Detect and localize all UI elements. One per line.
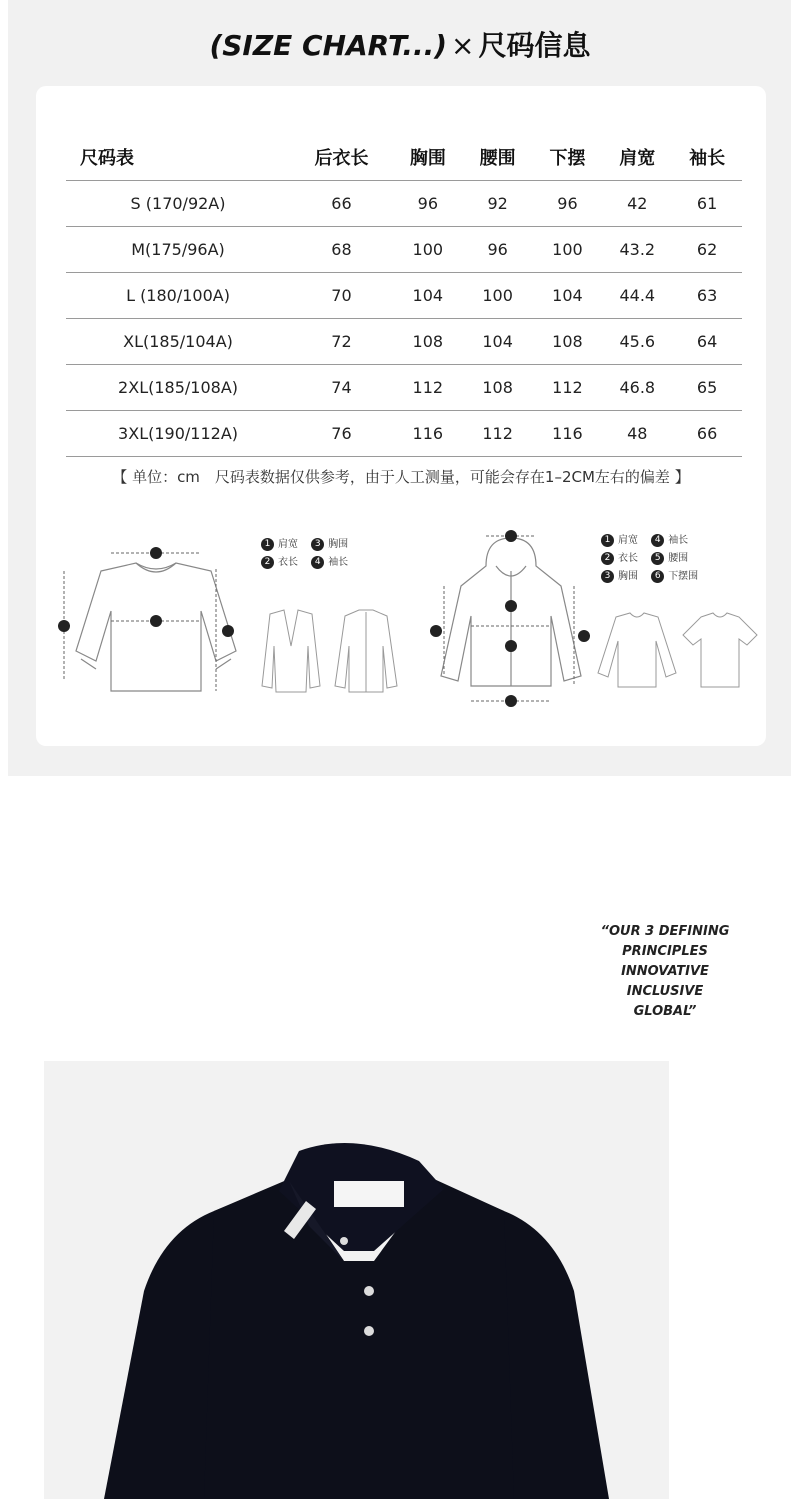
table-cell: 62 [672,227,742,273]
quote-line: INCLUSIVE [626,984,704,999]
column-header: 袖长 [672,134,742,181]
table-cell: 68 [290,227,393,273]
table-cell: 45.6 [602,319,672,365]
table-cell: XL(185/104A) [66,319,290,365]
legend-label: 衣长 [278,557,298,568]
column-header: 后衣长 [290,134,393,181]
principles-quote [560,922,770,1022]
legend-item [261,554,298,572]
table-cell: 96 [463,227,533,273]
legend-label: 袖长 [328,557,349,568]
legend-left [261,536,381,572]
table-cell: 46.8 [602,365,672,411]
title-separator: × [451,29,475,62]
table-cell: 104 [463,319,533,365]
longsleeve-icon [596,611,678,691]
table-cell: 112 [393,365,463,411]
table-cell: L (180/100A) [66,273,290,319]
legend-item [601,550,638,568]
column-header: 肩宽 [602,134,672,181]
table-cell: 116 [393,411,463,457]
legend-item [651,532,688,550]
legend-right [601,532,741,586]
legend-label: 胸围 [618,571,638,582]
table-row [66,227,742,273]
table-cell: 112 [463,411,533,457]
table-cell: 42 [602,181,672,227]
table-cell: M(175/96A) [66,227,290,273]
number-badge: 1 [601,534,614,547]
table-cell: 74 [290,365,393,411]
polo-shirt-image [44,1061,669,1499]
title-chinese: 尺码信息 [478,29,591,62]
number-badge: 3 [601,570,614,583]
table-row [66,181,742,227]
legend-label: 衣长 [618,553,638,564]
table-cell: 100 [463,273,533,319]
table-cell: 100 [533,227,603,273]
number-badge: 2 [261,556,274,569]
legend-item [601,568,638,586]
sweater-diagram [56,531,256,711]
table-cell: 61 [672,181,742,227]
table-cell: S (170/92A) [66,181,290,227]
table-cell: 2XL(185/108A) [66,365,290,411]
quote-line: “OUR 3 DEFINING PRINCIPLES [600,924,730,959]
size-table [66,134,742,457]
legend-label: 肩宽 [618,535,638,546]
table-cell: 3XL(190/112A) [66,411,290,457]
jacket-icon [331,606,401,696]
table-cell: 108 [463,365,533,411]
legend-item [311,536,348,554]
table-cell: 100 [393,227,463,273]
table-cell: 104 [393,273,463,319]
measurement-diagrams [36,526,766,726]
legend-label: 下摆围 [668,571,699,582]
column-header: 尺码表 [66,134,290,181]
table-cell: 112 [533,365,603,411]
legend-item [261,536,298,554]
legend-item [311,554,348,572]
number-badge: 5 [651,552,664,565]
table-cell: 76 [290,411,393,457]
title-english: (SIZE CHART...) [209,29,448,62]
column-header: 腰围 [463,134,533,181]
table-cell: 92 [463,181,533,227]
column-header: 下摆 [533,134,603,181]
table-cell: 96 [393,181,463,227]
table-cell: 108 [393,319,463,365]
legend-label: 肩宽 [278,539,298,550]
number-badge: 2 [601,552,614,565]
size-chart-card [36,86,766,746]
table-cell: 72 [290,319,393,365]
table-cell: 64 [672,319,742,365]
number-badge: 6 [651,570,664,583]
number-badge: 1 [261,538,274,551]
table-cell: 65 [672,365,742,411]
legend-label: 腰围 [668,553,689,564]
table-row [66,319,742,365]
quote-line: GLOBAL” [633,1004,697,1019]
number-badge: 3 [311,538,324,551]
table-row [66,273,742,319]
legend-item [601,532,638,550]
table-cell: 48 [602,411,672,457]
hoodie-diagram [426,526,596,716]
table-cell: 63 [672,273,742,319]
table-cell: 44.4 [602,273,672,319]
table-cell: 70 [290,273,393,319]
table-cell: 108 [533,319,603,365]
table-cell: 116 [533,411,603,457]
table-cell: 43.2 [602,227,672,273]
legend-item [651,568,698,586]
legend-label: 胸围 [328,539,349,550]
number-badge: 4 [311,556,324,569]
table-cell: 96 [533,181,603,227]
table-cell: 66 [672,411,742,457]
quote-line: INNOVATIVE [621,964,709,979]
number-badge: 4 [651,534,664,547]
column-header: 胸围 [393,134,463,181]
page-title [0,24,800,64]
table-cell: 66 [290,181,393,227]
measurement-note: 【 单位：cm 尺码表数据仅供参考，由于人工测量，可能会存在1–2CM左右的偏差 】 [112,468,690,486]
table-row [66,411,742,457]
table-header-row [66,134,742,181]
table-row [66,365,742,411]
legend-label: 袖长 [668,535,689,546]
legend-item [651,550,688,568]
blazer-icon [258,606,324,696]
tshirt-icon [681,611,759,691]
table-cell: 104 [533,273,603,319]
product-photo [44,1061,669,1499]
